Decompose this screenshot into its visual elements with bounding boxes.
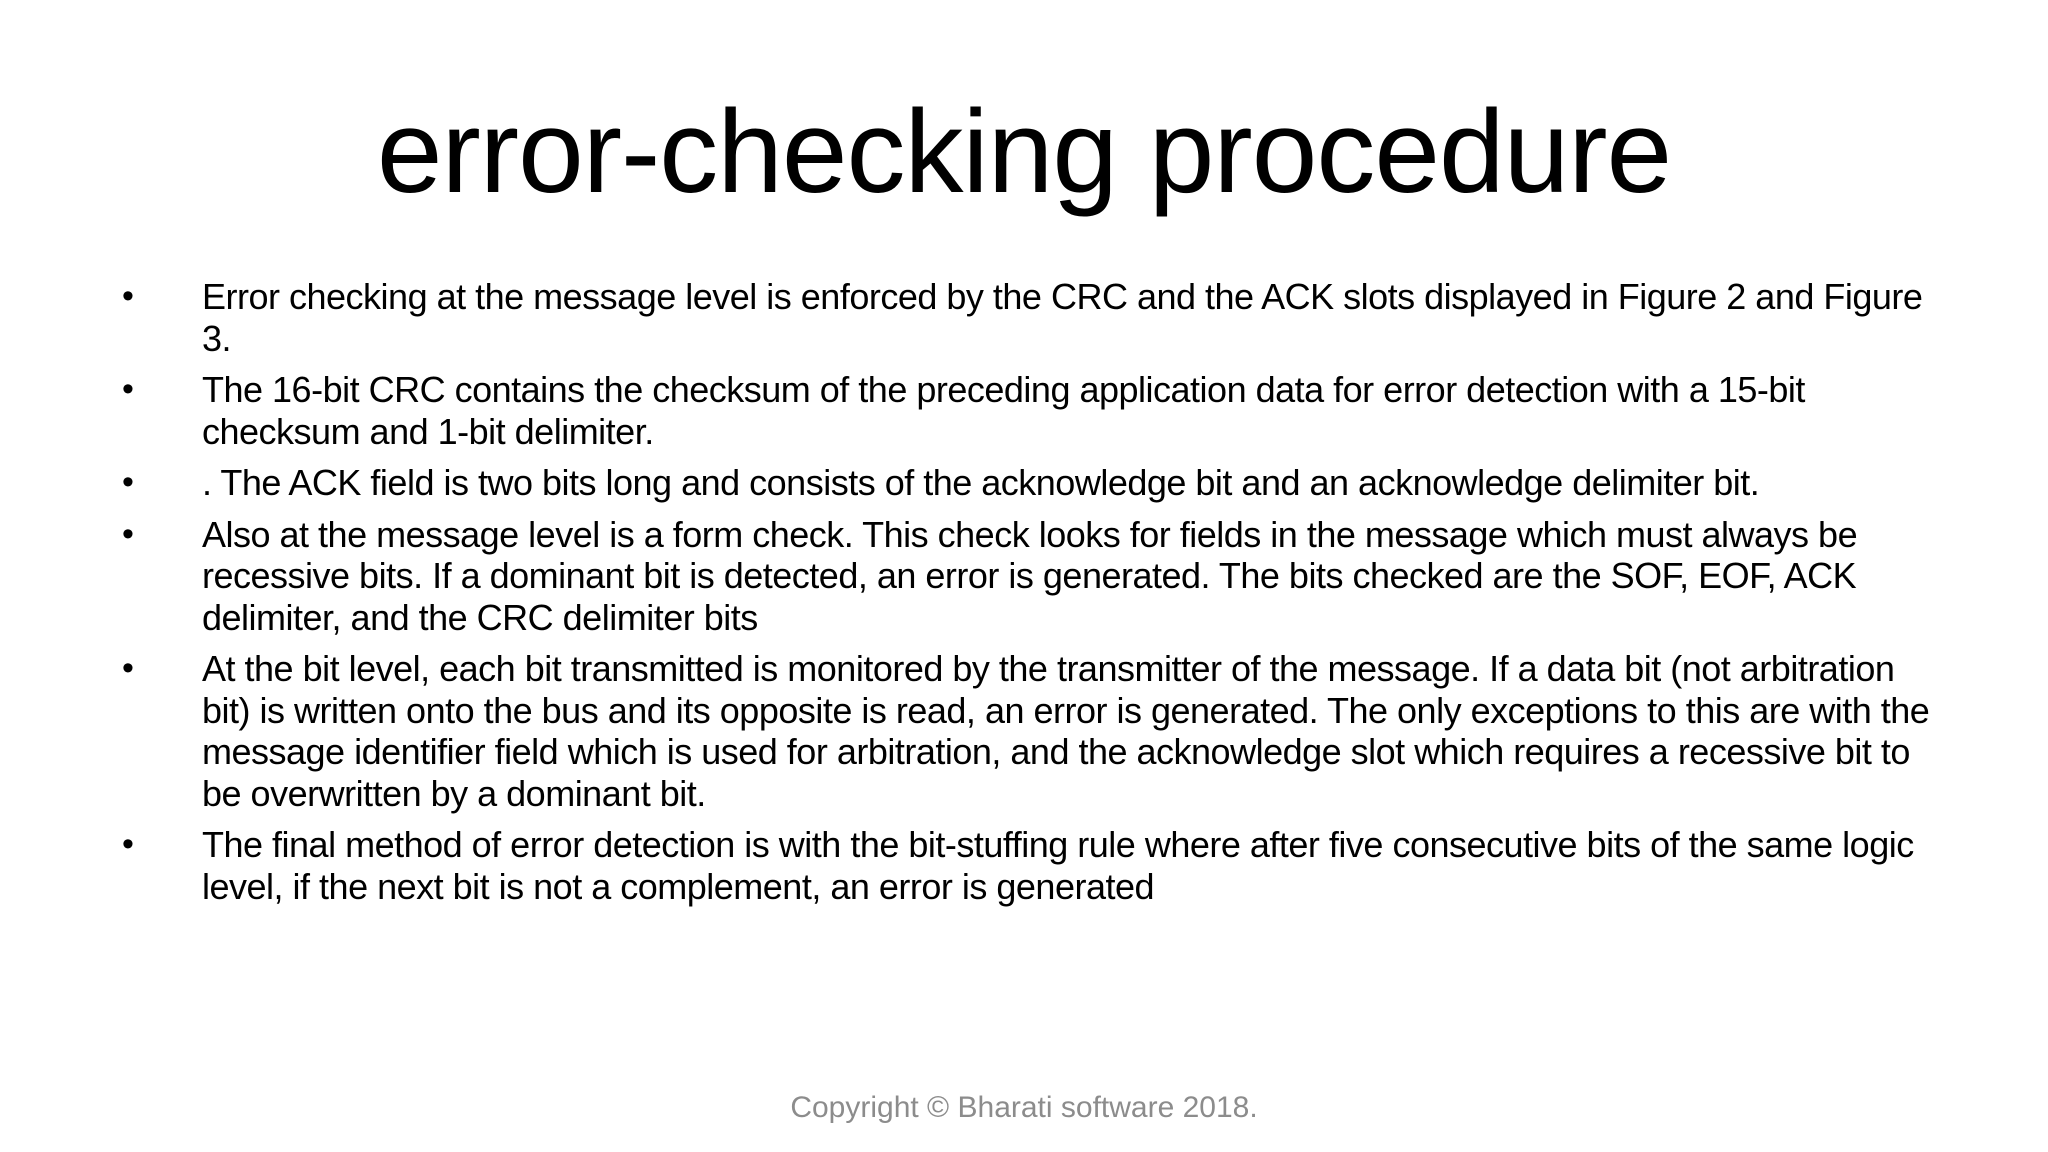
bullet-item <box>122 276 1942 359</box>
bullet-text: At the bit level, each bit transmitted is monitored by the transmitter of the message. If a data bit (not arbitration bit) is written onto the bus and its opposite is read, an error is generated. The only exceptions to this are with the message identifier field which is used for arbitration, and the acknowledge slot which requires a recessive bit to be overwritten by a dominant bit. <box>202 648 1930 814</box>
bullet-item <box>122 514 1942 639</box>
bullet-icon: • <box>122 825 134 863</box>
bullet-item <box>122 369 1942 452</box>
bullet-icon: • <box>122 514 134 553</box>
copyright-footer: Copyright © Bharati software 2018. <box>790 1091 1258 1124</box>
bullet-text: The final method of error detection is with the bit-stuffing rule where after five consecutive bits of the same logic level, if the next bit is not a complement, an error is generated <box>202 824 1914 907</box>
bullet-text: Error checking at the message level is enforced by the CRC and the ACK slots displayed in Figure 2 and Figure 3. <box>202 276 1923 359</box>
bullet-text: . The ACK field is two bits long and consists of the acknowledge bit and an acknowledge delimiter bit. <box>202 462 1760 503</box>
bullet-icon: • <box>122 277 134 315</box>
bullet-text: The 16-bit CRC contains the checksum of the preceding application data for error detection with a 15-bit checksum and 1-bit delimiter. <box>202 369 1805 452</box>
bullet-item <box>122 824 1942 907</box>
bullet-item <box>122 462 1942 504</box>
slide-title: error-checking procedure <box>376 86 1672 218</box>
bullet-item <box>122 648 1942 814</box>
bullet-list <box>122 276 1942 917</box>
bullet-icon: • <box>122 463 134 501</box>
bullet-text: Also at the message level is a form check. This check looks for fields in the message which must always be recessive bits. If a dominant bit is detected, an error is generated. The bits checked are the SOF, EOF, ACK delimiter, and the CRC delimiter bits <box>202 513 1858 638</box>
bullet-icon: • <box>122 370 134 408</box>
bullet-icon: • <box>122 649 134 687</box>
